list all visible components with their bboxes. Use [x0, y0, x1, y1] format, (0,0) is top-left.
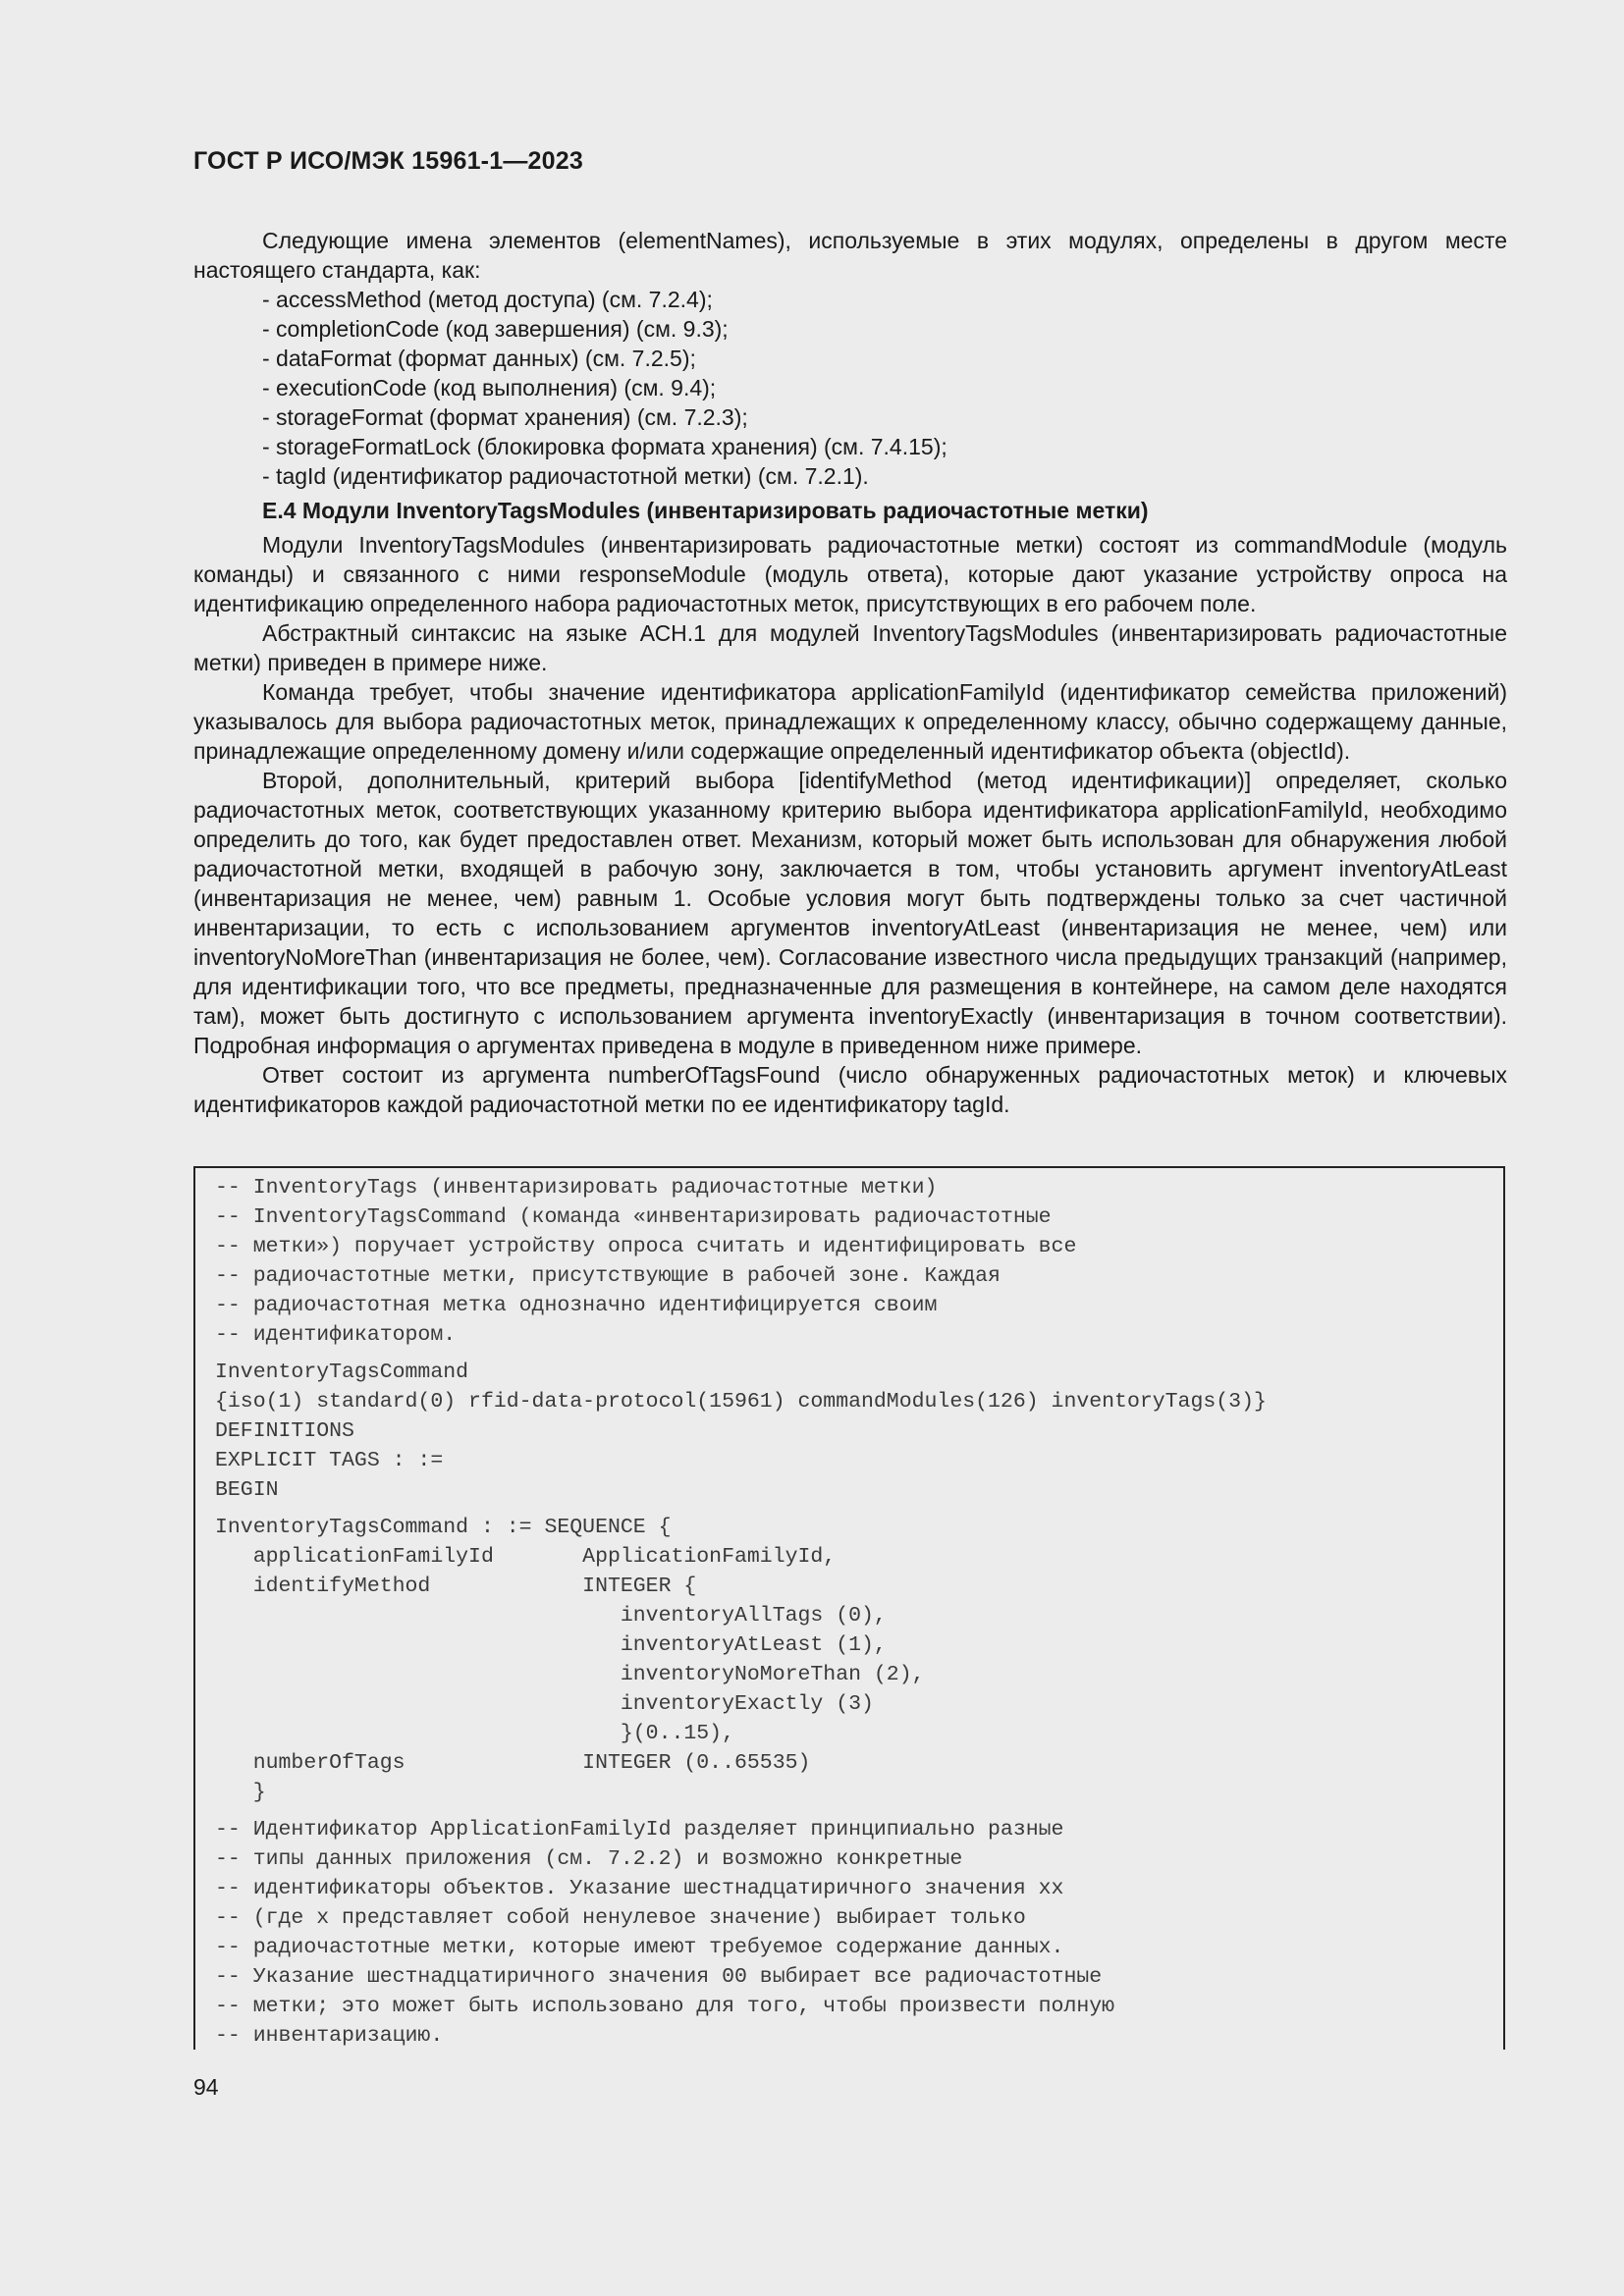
main-text — [193, 226, 1507, 1119]
list-item: - storageFormat (формат хранения) (см. 7.2.3); — [262, 404, 748, 430]
document-header: ГОСТ Р ИСО/МЭК 15961-1—2023 — [193, 147, 583, 175]
code-comment-block: -- Идентификатор ApplicationFamilyId разделяет принципиально разные -- типы данных приложения (см. 7.2.2) и возможно конкретные -- идентификаторы объектов. Указание шестнадцатиричного значения хх -- (где х представляет собой ненулевое значение) выбирает только -- радиочастотные метки, которые имеют требуемое содержание данных. -- Указание шестнадцатиричного значения 00 выбирает все радиочастотные -- метки; это может быть использовано для того, чтобы произвести полную -- инвентаризацию. — [215, 1818, 1115, 2048]
list-item: - executionCode (код выполнения) (см. 9.4); — [262, 375, 717, 400]
code-sequence-definition: InventoryTagsCommand : := SEQUENCE { applicationFamilyId ApplicationFamilyId, identifyMethod INTEGER { inventoryAllTags (0), inventoryAtLeast (1), inventoryNoMoreThan (2), inventoryExactly (3) }(0..15), numberOfTags INTEGER (0..65535) } — [215, 1516, 925, 1804]
list-item: - tagId (идентификатор радиочастотной метки) (см. 7.2.1). — [262, 463, 869, 489]
section-paragraph: Команда требует, чтобы значение идентификатора applicationFamilyId (идентификатор семейства приложений) указывалось для выбора радиочастотных меток, принадлежащих к определенному классу, обычно содержащему данные, принадлежащие определенному домену и/или содержащие определенный идентификатор объекта (objectId). — [193, 679, 1507, 764]
list-item: - completionCode (код завершения) (см. 9.3); — [262, 316, 729, 342]
list-item: - dataFormat (формат данных) (см. 7.2.5); — [262, 346, 696, 371]
section-heading: E.4 Модули InventoryTagsModules (инвентаризировать радиочастотные метки) — [262, 498, 1149, 523]
code-module-definition: InventoryTagsCommand {iso(1) standard(0) rfid-data-protocol(15961) commandModules(126) inventoryTags(3)} DEFINITIONS EXPLICIT TAGS : := BEGIN — [215, 1361, 1267, 1502]
intro-paragraph: Следующие имена элементов (elementNames), используемые в этих модулях, определены в другом месте настоящего стандарта, как: — [193, 228, 1507, 283]
list-item: - accessMethod (метод доступа) (см. 7.2.4); — [262, 287, 713, 312]
section-paragraph: Абстрактный синтаксис на языке АСН.1 для модулей InventoryTagsModules (инвентаризировать радиочастотные метки) приведен в примере ниже. — [193, 620, 1507, 675]
code-example-box — [193, 1166, 1505, 2050]
section-paragraph: Модули InventoryTagsModules (инвентаризировать радиочастотные метки) состоят из commandModule (модуль команды) и связанного с ними responseModule (модуль ответа), которые дают указание устройству опроса на идентификацию определенного набора радиочастотных меток, присутствующих в его рабочем поле. — [193, 532, 1507, 616]
page-number: 94 — [193, 2074, 219, 2100]
section-paragraph: Второй, дополнительный, критерий выбора [identifyMethod (метод идентификации)] определяет, сколько радиочастотных меток, соответствующих указанному критерию выбора идентификатора applicationFamilyId, необходимо определить до того, как будет предоставлен ответ. Механизм, который может быть использован для обнаружения любой радиочастотной метки, входящей в рабочую зону, заключается в том, чтобы установить аргумент inventoryAtLeast (инвентаризация не менее, чем) равным 1. Особые условия могут быть подтверждены только за счет частичной инвентаризации, то есть с использованием аргументов inventoryAtLeast (инвентаризация не менее, чем) или inventoryNoMoreThan (инвентаризация не более, чем). Согласование известного числа предыдущих транзакций (например, для идентификации того, что все предметы, предназначенные для размещения в контейнере, на самом деле находятся там), может быть достигнуто с использованием аргумента inventoryExactly (инвентаризация в точном соответствии). Подробная информация о аргументах приведена в модуле в приведенном ниже примере. — [193, 768, 1507, 1058]
code-comment-block: -- InventoryTags (инвентаризировать радиочастотные метки) -- InventoryTagsCommand (команда «инвентаризировать радиочастотные -- метки») поручает устройству опроса считать и идентифицировать все -- радиочастотные метки, присутствующие в рабочей зоне. Каждая -- радиочастотная метка однозначно идентифицируется своим -- идентификатором. — [215, 1176, 1077, 1347]
list-item: - storageFormatLock (блокировка формата хранения) (см. 7.4.15); — [262, 434, 947, 459]
section-paragraph: Ответ состоит из аргумента numberOfTagsFound (число обнаруженных радиочастотных меток) и ключевых идентификаторов каждой радиочастотной метки по ее идентификатору tagId. — [193, 1062, 1507, 1117]
